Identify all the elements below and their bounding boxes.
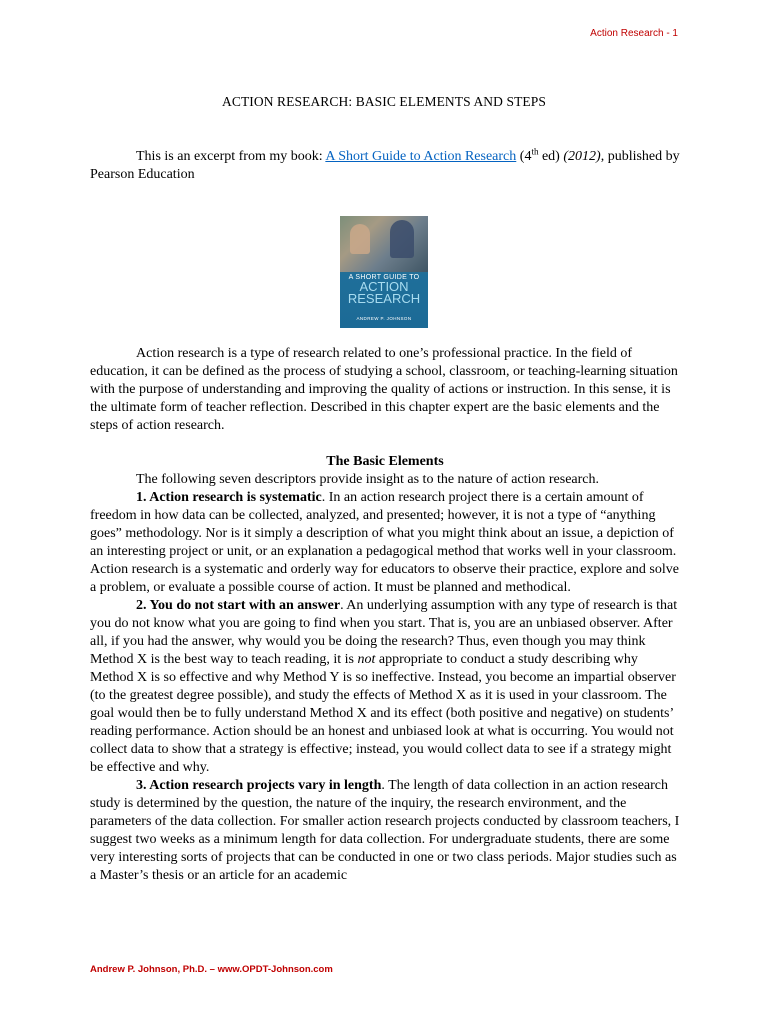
cover-photo: [340, 216, 428, 272]
intro-text: This is an excerpt from my book:: [136, 149, 326, 164]
book-cover-image: [340, 216, 428, 328]
element-2-text-b: appropriate to conduct a study describing why Method X is so effective and why Method Y is so ineffective. Instead, you become an impartial observer (to the greatest degree possible), and study the effects of Method X as it is used in your classroom. The goal would then be to fully understand Method X and its effect (both positive and negative) on students’ reading performance. Action should be an honest and unbiased look at what is occurring. You would not collect data to show that a strategy is effective; instead, you would collect data to see if a strategy might be effective and why.: [90, 652, 676, 775]
section-heading: The Basic Elements: [326, 454, 444, 469]
element-3-text: . The length of data collection in an action research study is determined by the question, the nature of the inquiry, the research environment, and the parameters of the data collection. For smaller action research projects conducted by classroom teachers, I suggest two weeks as a minimum length for data collection. For undergraduate students, there are some very interesting sorts of projects that can be conducted in one or two class periods. Major studies such as a Master’s thesis or an article for an academic: [90, 778, 680, 883]
element-3-heading: 3. Action research projects vary in length: [136, 778, 382, 793]
paragraph-intro-text: Action research is a type of research related to one’s professional practice. In the field of education, it can be defined as the process of studying a school, classroom, or teaching-learning situation with the purpose of understanding and improving the quality of actions or instruction. In this sense, it is the ultimate form of teacher reflection. Described in this chapter expert are the basic elements and the steps of action research.: [90, 346, 678, 433]
element-1: [90, 489, 680, 597]
intro-edition: (4: [516, 149, 532, 164]
descriptor-intro: [90, 471, 680, 489]
element-2-text-a: . An underlying assumption with any type of research is that you do not know what you are going to find when you start. That is, you are an unbiased observer. After all, if you had the answer, why would you be doing the research? Thus, even though you may think Method X is the best way to teach reading, it is: [90, 598, 678, 667]
intro-year: (2012): [563, 149, 601, 164]
cover-title-line1: ACTION: [359, 279, 409, 294]
page-footer: Andrew P. Johnson, Ph.D. – www.OPDT-Johnson.com: [90, 964, 333, 975]
element-2-heading: 2. You do not start with an answer: [136, 598, 341, 613]
cover-title: [340, 281, 428, 305]
paragraph-intro: [90, 345, 680, 435]
body-text: [90, 345, 680, 885]
element-2: [90, 597, 680, 777]
page-title: ACTION RESEARCH: BASIC ELEMENTS AND STEPS: [221, 94, 546, 109]
descriptor-intro-text: The following seven descriptors provide insight as to the nature of action research.: [136, 472, 600, 487]
cover-subtitle: A SHORT GUIDE TO: [348, 274, 420, 281]
page-header: Action Research - 1: [590, 28, 678, 39]
intro-paragraph: [90, 148, 680, 184]
intro-edition-end: ed): [538, 149, 564, 164]
element-3: [90, 777, 680, 885]
cover-title-line2: RESEARCH: [347, 291, 421, 306]
element-2-emphasis: not: [357, 652, 376, 667]
cover-author: ANDREW P. JOHNSON: [356, 316, 412, 321]
intro-edition-sup: th: [531, 146, 539, 157]
book-link[interactable]: A Short Guide to Action Research: [325, 149, 517, 164]
intro-publisher: , published by Pearson Education: [90, 149, 680, 182]
element-1-heading: 1. Action research is systematic: [136, 490, 322, 505]
element-1-text: . In an action research project there is a certain amount of freedom in how data can be collected, analyzed, and presented; however, it is not a type of “anything goes” methodology. Nor is it simply a description of what you might think about an issue, a depiction of an interesting project or unit, or an explanation a pedagogical method that works well in your classroom. Action research is a systematic and orderly way for educators to observe their practice, explore and solve a problem, or evaluate a possible course of action. It must be planned and methodical.: [90, 490, 679, 595]
